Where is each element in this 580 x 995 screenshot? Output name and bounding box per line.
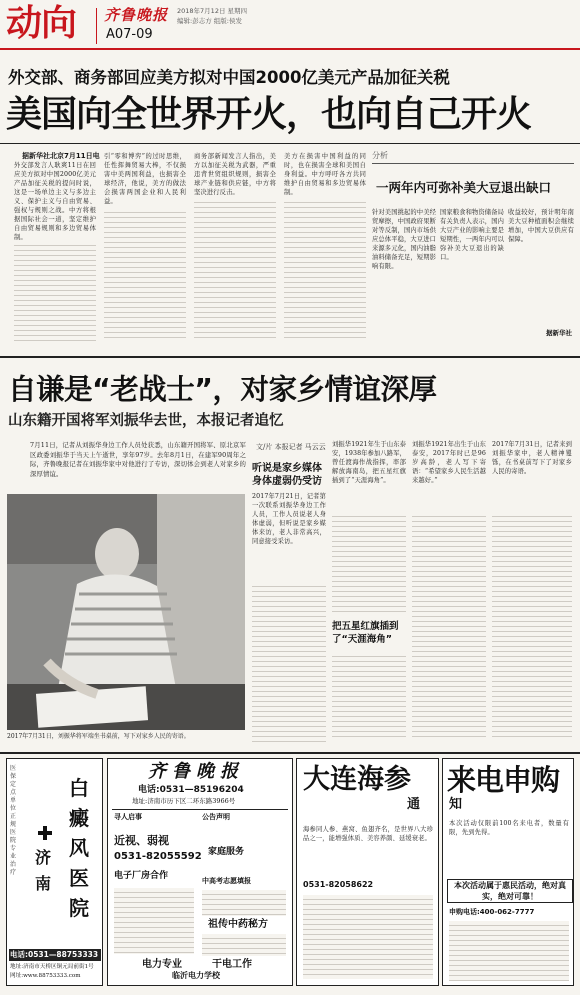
editor-line: 编辑:彭志方 组版:侯发 — [177, 17, 242, 25]
classified-cell-10: 临沂电力学校 — [172, 971, 220, 980]
classified-phone2: 0531-82055592 — [114, 851, 202, 862]
analysis-box — [372, 150, 574, 350]
dalian-sub: 通 — [407, 797, 421, 812]
story2-photo — [7, 494, 245, 730]
story2-col-b-filler2 — [332, 652, 406, 740]
analysis-col1 — [372, 208, 436, 338]
analysis-byline: 据新华社 — [546, 329, 572, 337]
classified-cell-5: 家庭服务 — [208, 847, 245, 857]
shengou-sub: 知 — [449, 797, 463, 812]
classified-phone: 电话:0531—85196204 — [138, 785, 244, 795]
story2-headline — [8, 372, 437, 408]
story2-col-d — [492, 440, 572, 740]
story2-lede: 7月11日，记者从刘振华身边工作人员处获悉，山东籍开国将军、原北京军区政委刘振华于当天上午逝世，享年97岁。去年8月1日，在建军90周年之际，齐鲁晚报记者在刘振华家中对他进行了专访，深切体会到老人对家乡的深厚情谊。 — [30, 441, 246, 478]
shengou-notice: 本次活动属于惠民活动，绝对真实，绝对可靠！ — [447, 879, 573, 903]
story2-col-b — [332, 440, 406, 740]
classified-ad — [107, 758, 293, 986]
analysis-col2 — [440, 208, 504, 338]
classified-cell-8: 电力专业 — [142, 959, 182, 970]
story2-col-c — [412, 440, 486, 740]
dalian-fill — [303, 895, 433, 979]
shengou-body: 本次活动仅限前100名来电者，数量有限，先到先得。 — [449, 820, 569, 836]
shengou-phone: 申购电话:400-062-7777 — [449, 908, 535, 916]
story1-dateline: 据新华社北京7月11日电 — [22, 152, 100, 160]
classified-cell-6: 中高考志愿填报 — [202, 877, 251, 885]
page-number: A07-09 — [106, 27, 153, 42]
story2-byline: 文/片 本报记者 马云云 — [256, 443, 326, 451]
story1-col4-text: 美方在损害中国利益的同时，也在损害全球和美国自身利益。中方呼吁各方共同维护自由贸易和多边贸易体制。 — [284, 153, 366, 196]
shengou-ad — [442, 758, 574, 986]
story2-headline-quote: “老战士” — [92, 373, 213, 406]
story2-headline-post: ，对家乡情谊深厚 — [212, 373, 437, 406]
classified-cell-4: 电子厂房合作 — [114, 871, 169, 881]
analysis-col1-text: 针对美国挑起的中美经贸摩擦，中国政府果断对等反制，国内市场供应总体平稳，大豆进口来源多元化，国内油脂油料储备充足，短期影响有限。 — [372, 209, 436, 270]
hospital-ad — [6, 758, 103, 986]
masthead-divider — [96, 8, 97, 44]
story2-body1: 2017年7月21日，记者第一次联系刘振华身边工作人员，工作人员说老人身体虚弱，但听说是家乡媒体来访，老人非常高兴，同意接受采访。 — [252, 493, 326, 545]
classified-grid — [112, 809, 288, 982]
shengou-title: 来电申购 — [447, 763, 560, 797]
hospital-name: 白癜风医院 — [69, 776, 89, 920]
story2-col-c-filler — [412, 512, 486, 740]
hospital-phone: 电话:0531—88753333 — [9, 949, 101, 961]
story1-col3 — [194, 152, 276, 340]
story2-body3: 刘振华1921年出生于山东泰安，2017年时已是96岁高龄，老人写下寄语：“希望家乡人民生活越来越好。” — [412, 441, 486, 484]
classified-logo: 齐鲁晚报 — [148, 761, 244, 782]
story1-col1-filler — [14, 241, 96, 341]
story2-col-a — [252, 462, 326, 742]
analysis-title: 一两年内可弥补美大豆退出缺口 — [376, 180, 552, 195]
classified-fill — [114, 888, 194, 954]
story1-headline: 美国向全世界开火，也向自己开火 — [6, 94, 532, 135]
story1-body — [14, 152, 366, 352]
story2-headline-pre: 自谦是 — [8, 373, 93, 406]
analysis-col3-text: 收益较好，预计明年南美大豆种植面积会继续增加，中国大豆供应有保障。 — [508, 209, 574, 243]
story2-sub2: 把五星红旗插到了“天涯海角” — [332, 621, 399, 645]
ad-divider — [0, 752, 580, 754]
classified-cell-1: 公告声明 — [202, 813, 230, 821]
analysis-col2-text: 国家粮食和物资储备局有关负责人表示，国内大豆产业的影响主要是短期性，一两年内可以弥补美大豆退出的缺口。 — [440, 209, 504, 261]
classified-address: 地址:济南市历下区二环东路3966号 — [132, 797, 236, 805]
story2-col-b-filler — [332, 512, 406, 612]
story2-sub1: 听说是家乡媒体身体虚弱仍受访 — [252, 463, 322, 487]
hospital-side-text: 医保定点单位 正规医院 专业治疗 — [10, 765, 17, 876]
story1-rule — [0, 143, 580, 144]
analysis-col3 — [508, 208, 574, 338]
dalian-ad — [296, 758, 439, 986]
story2-col-d-filler — [492, 512, 572, 740]
hospital-cross-icon — [37, 825, 53, 841]
date-line: 2018年7月12日 星期四 — [177, 7, 248, 15]
dalian-body: 海参同人参、燕窝、鱼翅齐名，是世界八大珍品之一，能增强体质、美容养颜、延缓衰老。 — [303, 826, 433, 842]
classified-fill2 — [202, 890, 286, 916]
photo-caption: 2017年7月31日，刘振华将军端坐书桌前，写下对家乡人民的寄语。 — [7, 733, 190, 740]
hospital-city: 济南 — [35, 848, 52, 893]
story1-col4-filler — [284, 198, 366, 338]
story1-col2-text: 引“零和博弈”的过时思维，任性挥舞贸易大棒，不仅损害中美两国利益，也损害全球经济，他说，美方的做法会损害两国企业和人民利益。 — [104, 153, 186, 205]
story-divider — [0, 356, 580, 358]
dalian-title: 大连海参 — [303, 764, 411, 795]
story1-col3-text: 商务部新闻发言人指出，美方以加征关税为武器，严重违背世贸组织规则，损害全球产业链和供应链，中方将坚决进行反击。 — [194, 153, 276, 196]
analysis-tag: 分析 — [372, 151, 388, 160]
story1-col1-text: 外交部发言人耿爽11日在回应美方拟对中国2000亿美元产品加征关税的提问时说，这是一场单边主义与多边主义、保护主义与自由贸易、强权与规则之战。中方将根据国际社会一道，坚定维护自由贸易规则和多边贸易体制。 — [14, 162, 96, 241]
story1-col3-filler — [194, 198, 276, 338]
classified-cell-9: 干电工作 — [212, 959, 252, 970]
paper-logo: 齐鲁晚报 — [104, 6, 169, 24]
story1-col4 — [284, 152, 366, 340]
story2-subhead: 山东籍开国将军刘振华去世，本报记者追忆 — [8, 413, 284, 429]
story2-col-a-filler — [252, 582, 326, 742]
hospital-address: 地址:济南市天桥区铜元局前街1号 — [10, 964, 94, 970]
shengou-fill — [449, 921, 569, 981]
photo-head — [95, 528, 139, 580]
analysis-rule — [372, 163, 574, 164]
masthead — [0, 0, 580, 64]
story2-lede-box — [30, 441, 246, 489]
story2-body4: 2017年7月31日，记者来到刘振华家中，老人精神矍铄，在书桌前写下了对家乡人民的寄语。 — [492, 441, 572, 475]
story1-col2 — [104, 152, 186, 340]
section-title: 动向 — [6, 3, 77, 44]
classified-cell-2: 寻人启事 — [114, 813, 142, 821]
general-portrait-photo — [7, 494, 245, 730]
dalian-phone: 0531-82058622 — [303, 880, 374, 889]
hospital-site: 网址:www.88753333.com — [10, 973, 81, 979]
classified-fill3 — [202, 934, 286, 956]
story1-col1 — [14, 161, 96, 343]
story2-body2: 刘振华1921年生于山东泰安，1938年参加八路军，曾任渡海作战指挥，率部解放海南岛，把五星红旗插到了“天涯海角”。 — [332, 441, 406, 484]
story1-col2-filler — [104, 208, 186, 338]
classified-cell-3: 近视、弱视 — [114, 834, 169, 847]
story1-kicker: 外交部、商务部回应美方拟对中国2000亿美元产品加征关税 — [8, 68, 450, 87]
masthead-rule — [0, 48, 580, 50]
classified-cell-7: 祖传中药秘方 — [208, 919, 268, 930]
